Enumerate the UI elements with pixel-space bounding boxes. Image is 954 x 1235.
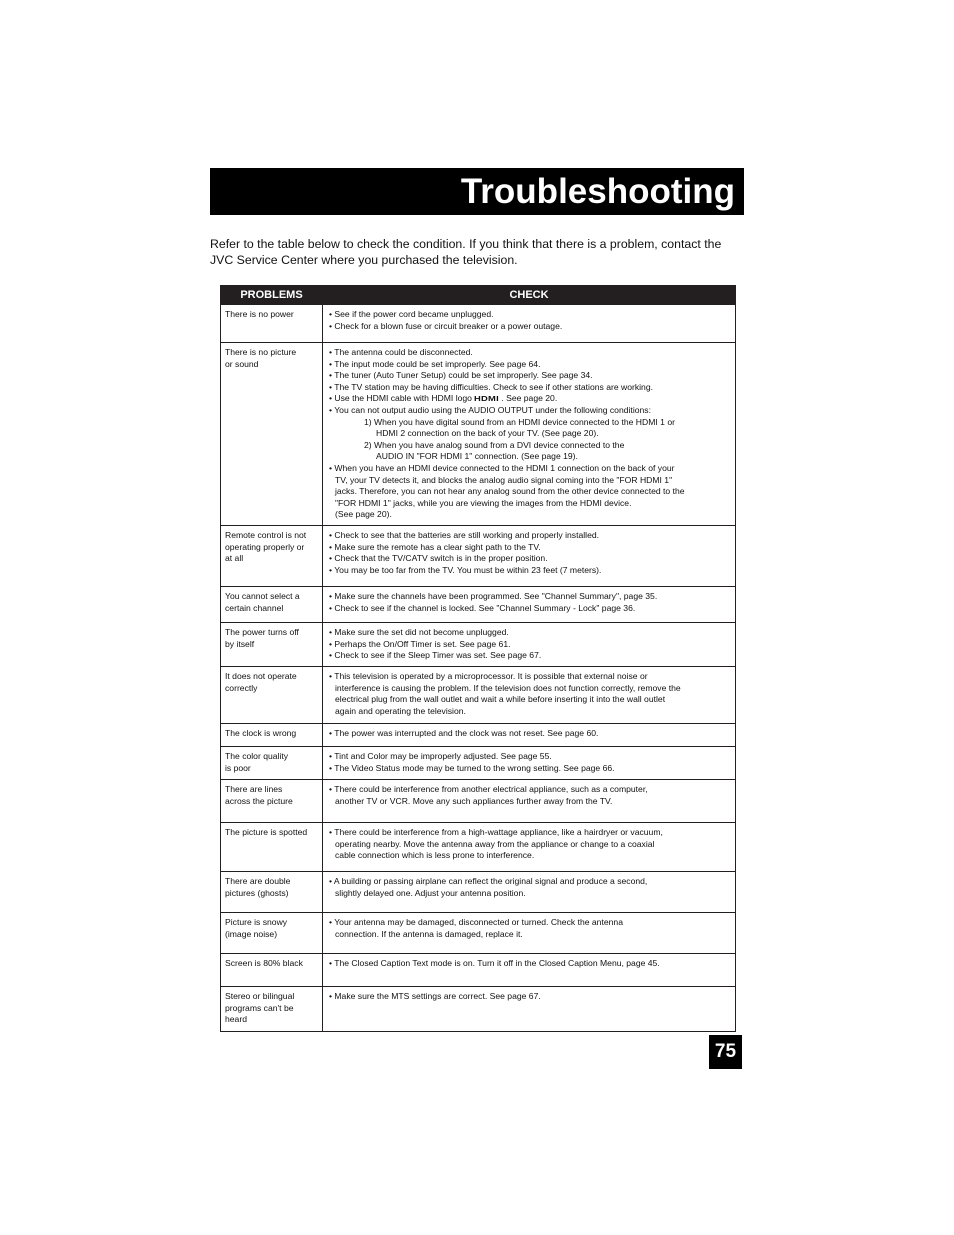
problem-text: correctly bbox=[225, 682, 258, 693]
problem-text: pictures (ghosts) bbox=[225, 887, 289, 898]
table-row bbox=[221, 822, 736, 871]
check-cell bbox=[323, 912, 736, 953]
check-line bbox=[329, 463, 730, 475]
problems-column-header: PROBLEMS bbox=[221, 286, 323, 305]
table-row bbox=[221, 343, 736, 526]
check-text: • This television is operated by a microprocessor. It is possible that external noise or bbox=[329, 670, 648, 681]
check-line bbox=[329, 929, 730, 941]
problem-text: across the picture bbox=[225, 795, 293, 806]
check-text: • Use the HDMI cable with HDMI logo bbox=[329, 393, 472, 404]
check-line bbox=[329, 827, 730, 839]
problem-text: There is no power bbox=[225, 309, 294, 319]
problem-cell bbox=[221, 871, 323, 912]
check-text: • The Video Status mode may be turned to the wrong setting. See page 66. bbox=[329, 762, 615, 773]
check-text: • Make sure the MTS settings are correct. See page 67. bbox=[329, 990, 541, 1001]
check-line bbox=[329, 565, 730, 577]
check-text: slightly delayed one. Adjust your antenna position. bbox=[335, 887, 526, 898]
check-line bbox=[329, 650, 730, 662]
table-body bbox=[221, 305, 736, 1032]
check-line bbox=[329, 591, 730, 603]
check-text: HDMI 2 connection on the back of your TV. (See page 20). bbox=[376, 428, 599, 439]
problem-text: The picture is spotted bbox=[225, 826, 308, 837]
check-text: • The antenna could be disconnected. bbox=[329, 347, 473, 357]
check-line bbox=[329, 542, 730, 554]
check-text: • The tuner (Auto Tuner Setup) could be set improperly. See page 34. bbox=[329, 370, 593, 381]
table-row bbox=[221, 986, 736, 1031]
problem-cell bbox=[221, 986, 323, 1031]
check-text: . See page 20. bbox=[501, 393, 558, 404]
check-text: jacks. Therefore, you can not hear any analog sound from the other device connected to the bbox=[335, 486, 685, 497]
check-text: • Perhaps the On/Off Timer is set. See page 61. bbox=[329, 638, 511, 649]
problem-text: by itself bbox=[225, 638, 255, 649]
check-text: • Your antenna may be damaged, disconnected or turned. Check the antenna bbox=[329, 916, 623, 927]
check-text: 2) When you have analog sound from a DVI device connected to the bbox=[364, 439, 625, 450]
intro-line: JVC Service Center where you purchased the television. bbox=[210, 252, 518, 267]
problem-text: There is no picture bbox=[225, 347, 297, 357]
check-text: • There could be interference from another electrical appliance, such as a computer, bbox=[329, 783, 648, 794]
check-text: • The power was interrupted and the clock was not reset. See page 60. bbox=[329, 727, 599, 738]
problem-text: heard bbox=[225, 1014, 247, 1025]
check-text: • You may be too far from the TV. You must be within 23 feet (7 meters). bbox=[329, 564, 602, 575]
check-cell bbox=[323, 746, 736, 779]
check-text: "FOR HDMI 1" jacks, while you are viewing the images from the HDMI device. bbox=[335, 497, 632, 508]
check-text: another TV or VCR. Move any such appliances further away from the TV. bbox=[335, 795, 613, 806]
check-text: cable connection which is less prone to interference. bbox=[335, 850, 535, 861]
table-row bbox=[221, 912, 736, 953]
title-banner bbox=[210, 168, 744, 215]
table-row bbox=[221, 746, 736, 779]
problem-text: or sound bbox=[225, 358, 259, 369]
problem-text: There are double bbox=[225, 875, 291, 886]
table-row bbox=[221, 779, 736, 822]
problem-text: Remote control is not bbox=[225, 529, 307, 540]
check-line bbox=[329, 405, 730, 417]
check-text: 1) When you have digital sound from an HDMI device connected to the HDMI 1 or bbox=[364, 416, 675, 427]
page-title: Troubleshooting bbox=[460, 172, 735, 211]
check-line bbox=[329, 486, 730, 498]
check-cell bbox=[323, 622, 736, 666]
problem-cell bbox=[221, 305, 323, 343]
check-line bbox=[329, 958, 730, 970]
check-line bbox=[329, 309, 730, 321]
check-cell bbox=[323, 986, 736, 1031]
check-line bbox=[329, 347, 730, 359]
table-row bbox=[221, 305, 736, 343]
problem-text: There are lines bbox=[225, 783, 283, 794]
check-line bbox=[329, 876, 730, 888]
check-text: • A building or passing airplane can reflect the original signal and produce a second, bbox=[329, 875, 648, 886]
problem-text: You cannot select a bbox=[225, 590, 300, 601]
table-row bbox=[221, 723, 736, 746]
hdmi-logo-icon: HDMI bbox=[474, 394, 500, 404]
check-text: again and operating the television. bbox=[335, 705, 466, 716]
check-cell bbox=[323, 779, 736, 822]
check-line bbox=[329, 417, 730, 429]
check-line bbox=[329, 382, 730, 394]
troubleshooting-table bbox=[220, 285, 736, 1032]
check-text: • When you have an HDMI device connected to the HDMI 1 connection on the back of your bbox=[329, 462, 675, 473]
check-line bbox=[329, 321, 730, 333]
problem-text: Picture is snowy bbox=[225, 916, 288, 927]
page-number: 75 bbox=[709, 1035, 742, 1069]
check-line bbox=[329, 751, 730, 763]
check-text: • Check to see if the channel is locked. See "Channel Summary - Lock" page 36. bbox=[329, 602, 636, 613]
check-line bbox=[329, 839, 730, 851]
check-text: • Check to see if the Sleep Timer was set. See page 67. bbox=[329, 650, 542, 661]
check-line bbox=[329, 530, 730, 542]
check-text: interference is causing the problem. If the television does not function correctly, remove the bbox=[335, 682, 681, 693]
check-cell bbox=[323, 586, 736, 622]
intro-line: Refer to the table below to check the condition. If you think that there is a problem, contact the bbox=[210, 237, 722, 251]
check-line bbox=[329, 728, 730, 740]
check-line bbox=[329, 627, 730, 639]
problem-text: The power turns off bbox=[225, 626, 299, 637]
problem-text: at all bbox=[225, 553, 244, 564]
check-line bbox=[329, 917, 730, 929]
check-column-header: CHECK bbox=[323, 286, 736, 305]
check-text: (See page 20). bbox=[335, 509, 392, 520]
check-line bbox=[329, 694, 730, 706]
check-text: • The input mode could be set improperly. See page 64. bbox=[329, 358, 541, 369]
check-cell bbox=[323, 953, 736, 986]
table-row bbox=[221, 586, 736, 622]
problem-cell bbox=[221, 586, 323, 622]
check-text: • Make sure the remote has a clear sight path to the TV. bbox=[329, 541, 541, 552]
table-row bbox=[221, 666, 736, 723]
check-cell bbox=[323, 822, 736, 871]
check-text: • Tint and Color may be improperly adjusted. See page 55. bbox=[329, 750, 552, 761]
check-line bbox=[329, 603, 730, 615]
problem-text: (image noise) bbox=[225, 928, 278, 939]
problem-text: Screen is 80% black bbox=[225, 957, 303, 968]
check-cell bbox=[323, 871, 736, 912]
check-line bbox=[329, 796, 730, 808]
check-text: • Make sure the set did not become unplugged. bbox=[329, 626, 509, 637]
check-text: • The Closed Caption Text mode is on. Turn it off in the Closed Caption Menu, page 45. bbox=[329, 957, 660, 968]
problem-cell bbox=[221, 525, 323, 586]
check-line bbox=[329, 683, 730, 695]
table-header-row bbox=[221, 286, 736, 305]
check-line bbox=[329, 553, 730, 565]
problem-cell bbox=[221, 953, 323, 986]
check-line bbox=[329, 763, 730, 775]
table-row bbox=[221, 525, 736, 586]
check-text: • See if the power cord became unplugged. bbox=[329, 309, 494, 319]
check-line bbox=[329, 370, 730, 382]
check-text: • Check for a blown fuse or circuit breaker or a power outage. bbox=[329, 320, 563, 331]
problem-text: It does not operate bbox=[225, 670, 297, 681]
check-cell bbox=[323, 666, 736, 723]
check-line bbox=[329, 440, 730, 452]
problem-cell bbox=[221, 779, 323, 822]
table-row bbox=[221, 622, 736, 666]
check-line bbox=[329, 706, 730, 718]
check-line bbox=[329, 428, 730, 440]
problem-text: is poor bbox=[225, 762, 251, 773]
problem-cell bbox=[221, 746, 323, 779]
problem-cell bbox=[221, 666, 323, 723]
problem-cell bbox=[221, 912, 323, 953]
check-line bbox=[329, 393, 730, 405]
check-line bbox=[329, 991, 730, 1003]
problem-text: Stereo or bilingual bbox=[225, 990, 295, 1001]
check-line bbox=[329, 451, 730, 463]
problem-text: certain channel bbox=[225, 602, 284, 613]
check-line bbox=[329, 850, 730, 862]
problem-text: The color quality bbox=[225, 750, 289, 761]
check-line bbox=[329, 671, 730, 683]
problem-text: programs can't be bbox=[225, 1002, 294, 1013]
table-row bbox=[221, 953, 736, 986]
check-text: • Make sure the channels have been programmed. See "Channel Summary", page 35. bbox=[329, 590, 658, 601]
check-text: AUDIO IN "FOR HDMI 1" connection. (See page 19). bbox=[376, 451, 578, 462]
check-text: • You can not output audio using the AUDIO OUTPUT under the following conditions: bbox=[329, 404, 651, 415]
intro-text bbox=[210, 237, 744, 268]
check-text: operating nearby. Move the antenna away from the appliance or change to a coaxial bbox=[335, 838, 655, 849]
check-text: • Check that the TV/CATV switch is in the proper position. bbox=[329, 553, 548, 564]
check-text: • The TV station may be having difficulties. Check to see if other stations are working. bbox=[329, 381, 654, 392]
problem-cell bbox=[221, 343, 323, 526]
problem-cell bbox=[221, 822, 323, 871]
check-cell bbox=[323, 343, 736, 526]
check-line bbox=[329, 888, 730, 900]
problem-cell bbox=[221, 723, 323, 746]
check-line bbox=[329, 509, 730, 521]
check-text: TV, your TV detects it, and blocks the analog audio signal coming into the "FOR HDMI 1" bbox=[335, 474, 673, 485]
problem-text: operating properly or bbox=[225, 541, 305, 552]
check-line bbox=[329, 498, 730, 510]
check-cell bbox=[323, 723, 736, 746]
check-line bbox=[329, 475, 730, 487]
check-text: electrical plug from the wall outlet and wait a while before inserting it into the wall outlet bbox=[335, 694, 666, 705]
check-text: connection. If the antenna is damaged, replace it. bbox=[335, 928, 523, 939]
problem-cell bbox=[221, 622, 323, 666]
check-line bbox=[329, 359, 730, 371]
check-text: • Check to see that the batteries are still working and properly installed. bbox=[329, 529, 600, 540]
check-cell bbox=[323, 305, 736, 343]
check-line bbox=[329, 784, 730, 796]
problem-text: The clock is wrong bbox=[225, 727, 297, 738]
check-cell bbox=[323, 525, 736, 586]
table-row bbox=[221, 871, 736, 912]
check-line bbox=[329, 639, 730, 651]
check-text: • There could be interference from a high-wattage appliance, like a hairdryer or vacuum, bbox=[329, 826, 663, 837]
